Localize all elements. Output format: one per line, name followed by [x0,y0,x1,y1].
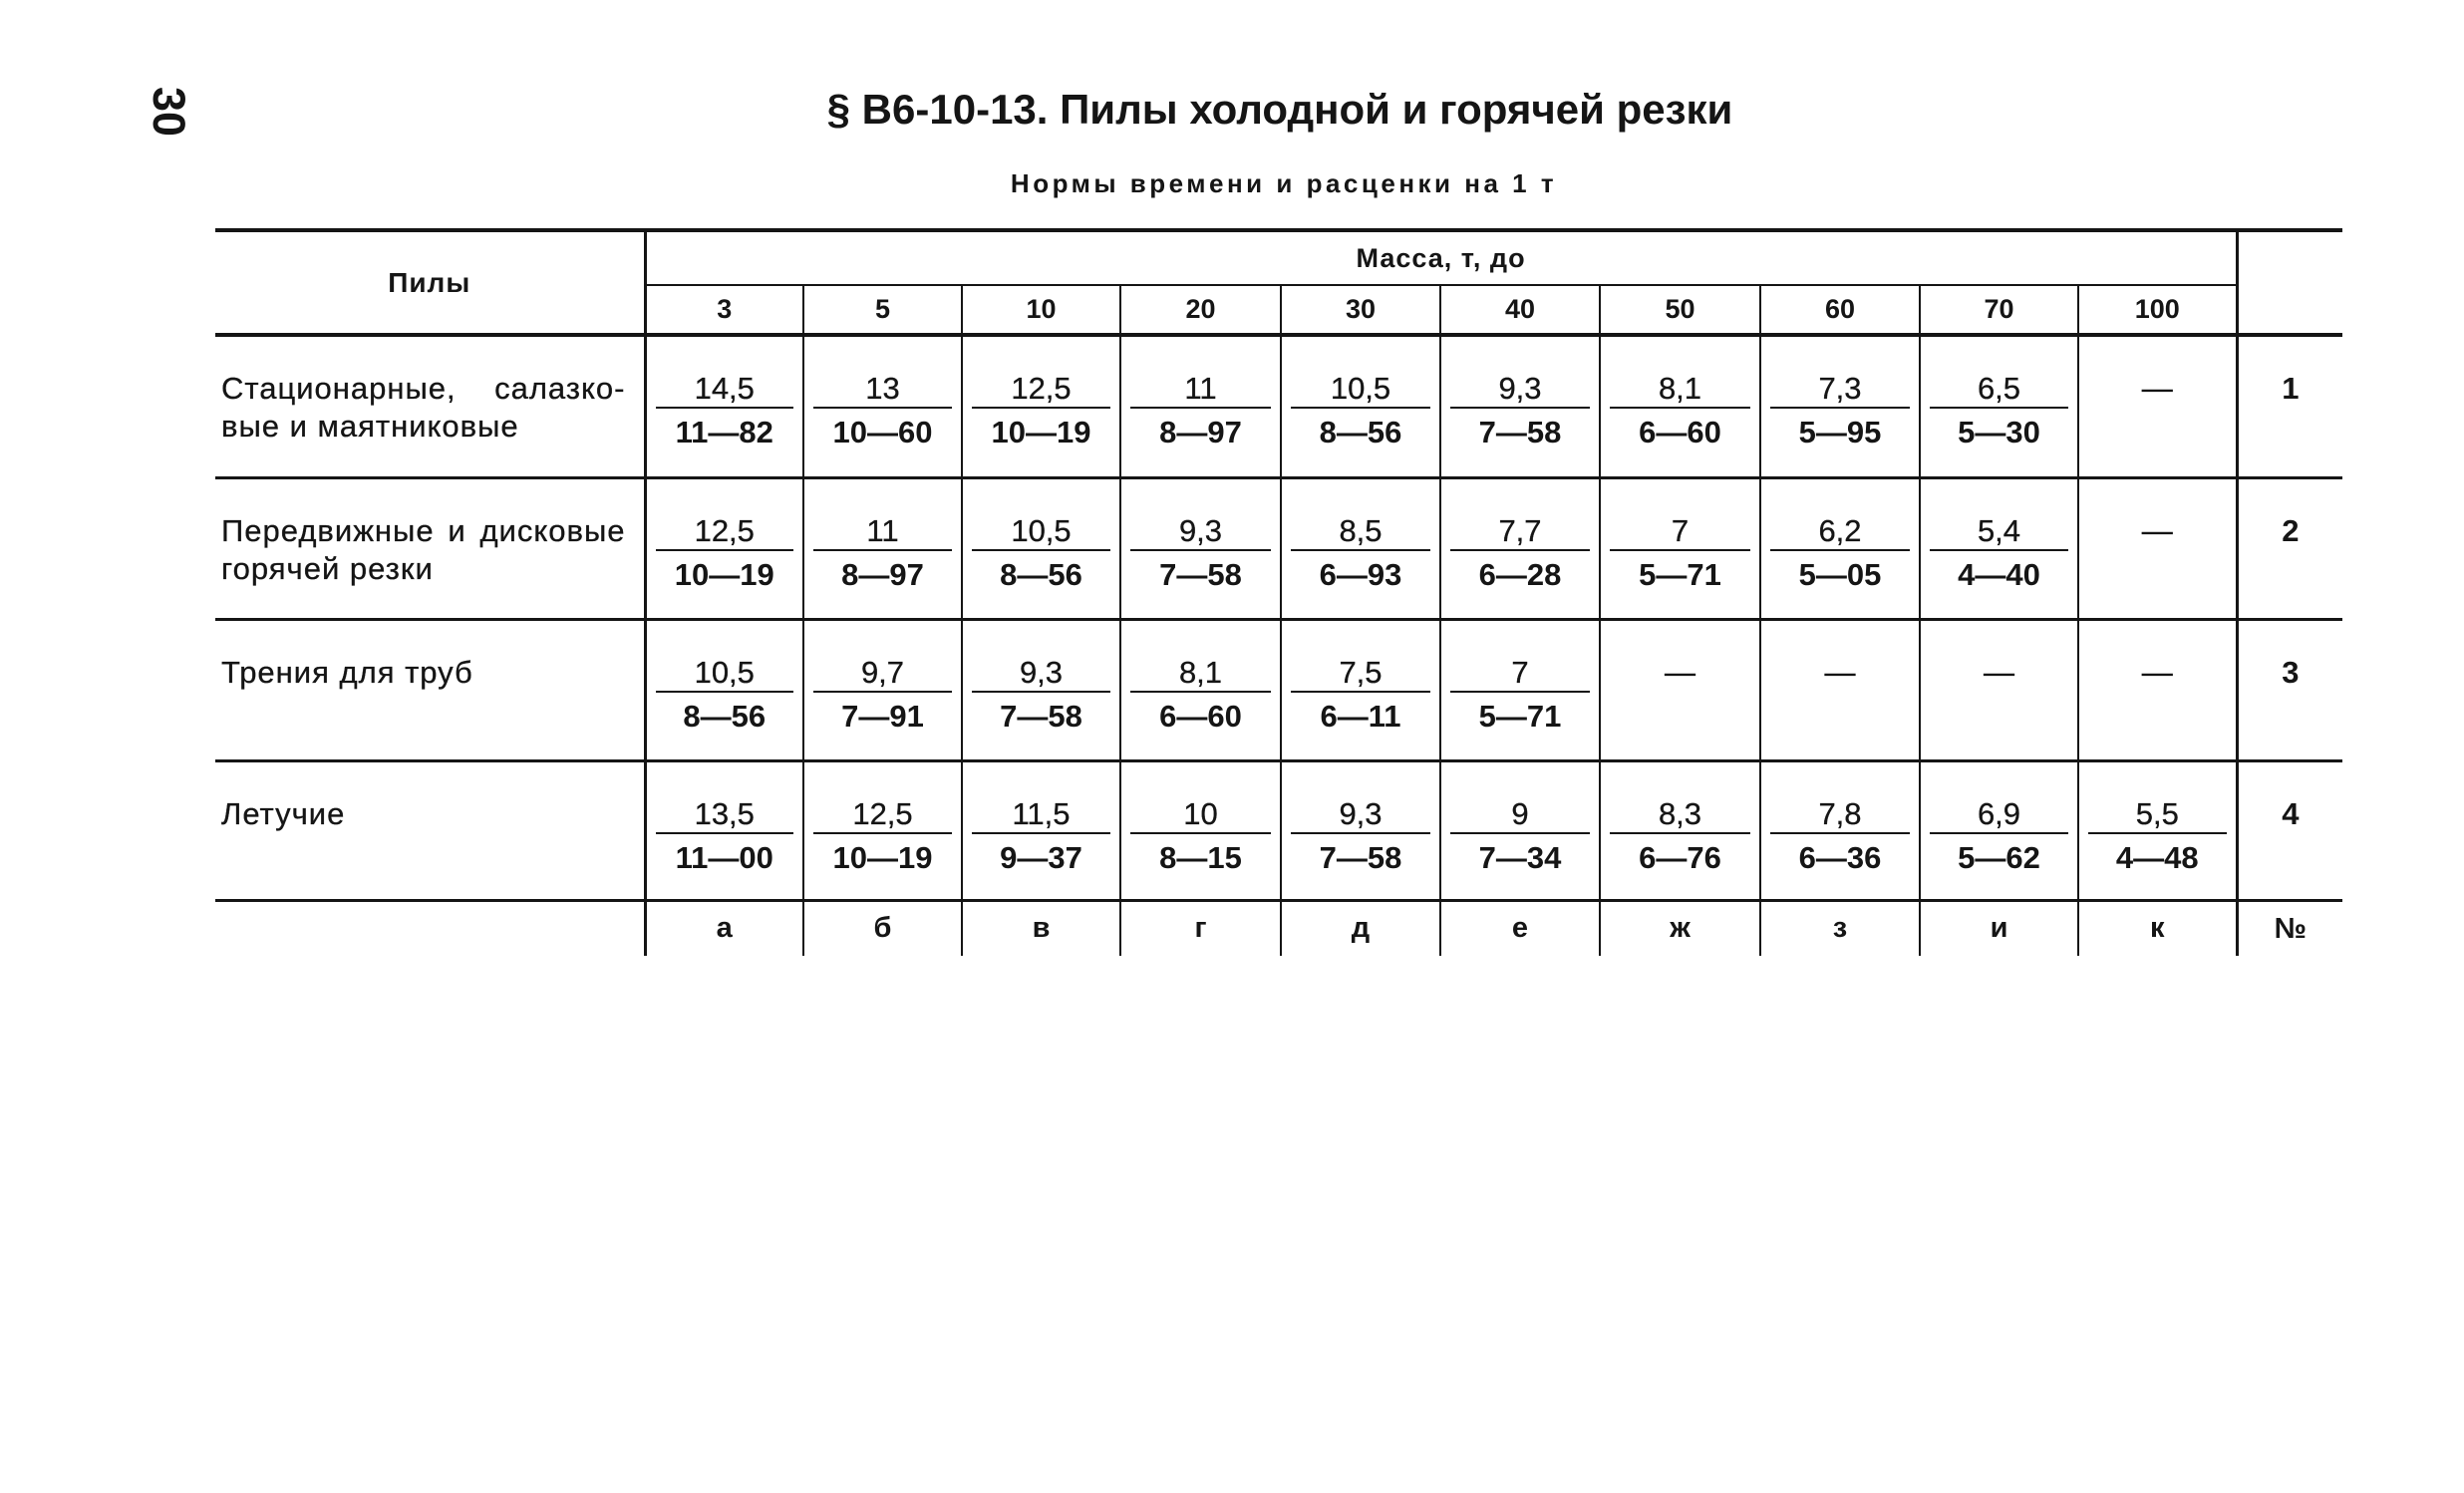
table-cell [1600,335,1760,477]
table-cell [1440,760,1600,900]
column-index-label: г [1120,900,1281,956]
row-label [215,477,645,619]
mass-column-header: 40 [1440,285,1600,335]
fraction-line [813,691,952,693]
norm-value: 9,3 [1498,371,1542,406]
fraction-line [1291,832,1430,834]
column-header-saws: Пилы [215,230,645,335]
norm-value: 10,5 [1330,371,1391,406]
fraction-line [656,832,794,834]
fraction-line [972,407,1110,409]
table-cell [1120,335,1281,477]
fraction-line [813,549,952,551]
table-cell [645,619,803,760]
table-cell [803,760,962,900]
header-row [215,230,2342,285]
mass-column-header: 5 [803,285,962,335]
row-label-line: горячей резки [221,550,434,586]
table-cell [962,760,1120,900]
row-label [215,619,645,760]
norm-value: 8,3 [1658,795,1702,831]
table-cell [645,335,803,477]
fraction-line [1450,691,1590,693]
table-cell [1120,619,1281,760]
norm-value: 10,5 [1011,512,1072,548]
rate-value: 8—56 [683,698,767,734]
rate-value: 6—28 [1478,556,1562,592]
rate-value: 7—58 [1478,415,1562,449]
norm-value: 8,1 [1658,371,1702,406]
rate-value: 7—58 [1159,556,1242,592]
fraction-line [972,832,1110,834]
fraction-line [813,407,952,409]
table-cell [1760,477,1920,619]
column-index-label: б [803,900,962,956]
mass-column-header: 50 [1600,285,1760,335]
footer-empty-cell [215,900,645,956]
table-cell [1120,760,1281,900]
fraction-line [972,549,1110,551]
rate-value: 5—71 [1478,698,1562,734]
norm-value: 7,8 [1818,795,1862,831]
rate-value: 11—82 [675,415,773,449]
column-index-label: з [1760,900,1920,956]
table-cell [1281,335,1440,477]
fraction-line [1450,407,1590,409]
fraction-line [1770,549,1910,551]
mass-column-header: 30 [1281,285,1440,335]
column-index-label: и [1920,900,2078,956]
rate-value: 6—60 [1639,415,1721,449]
table-cell [1281,760,1440,900]
norm-value: 9,7 [860,654,905,690]
fraction-line [1130,407,1271,409]
row-label [215,760,645,900]
rate-value: 5—05 [1798,556,1882,592]
rate-value: 10—19 [674,556,774,592]
fraction-line [1930,549,2068,551]
fraction-line [1450,832,1590,834]
row-label [215,335,645,477]
fraction-line [2088,832,2227,834]
mass-column-header: 70 [1920,285,2078,335]
fraction-line [1291,549,1430,551]
rate-value: 8—56 [1000,556,1082,592]
table-cell [1281,619,1440,760]
norm-value: 12,5 [852,795,913,831]
table-cell [1600,760,1760,900]
fraction-line [1770,407,1910,409]
norm-value: 12,5 [1011,371,1072,406]
table-cell [962,335,1120,477]
rate-value: 4—40 [1958,556,2040,592]
section-title: § В6-10-13. Пилы холодной и горячей резки [826,86,1733,133]
fraction-line [1610,549,1750,551]
table-row [215,619,2342,760]
row-label-line: вые и маятниковые [221,409,519,444]
rate-value: 9—37 [1000,839,1082,875]
fraction-line [1130,832,1271,834]
row-number-label: № [2237,900,2342,956]
fraction-line [1450,549,1590,551]
mass-group-header: Масса, т, до [645,230,2237,285]
norm-value: 10 [1183,795,1218,831]
mass-column-header: 60 [1760,285,1920,335]
norm-value: 9 [1511,795,1529,831]
norm-value: 13 [865,371,900,406]
table-cell [645,477,803,619]
table-row [215,335,2342,477]
fraction-line [1610,832,1750,834]
table-cell [1760,335,1920,477]
table-cell [1920,760,2078,900]
fraction-line [1130,549,1271,551]
empty-value-dash: — [2141,654,2173,690]
empty-value-dash: — [1824,654,1856,690]
norm-value: 7,5 [1339,654,1383,690]
rate-value: 5—71 [1639,556,1721,592]
section-subtitle: Нормы времени и расценки на 1 т [1010,168,1558,198]
norm-value: 10,5 [694,654,755,690]
norm-value: 9,3 [1178,512,1223,548]
mass-column-header: 100 [2078,285,2237,335]
norms-table [215,228,2342,956]
row-label-line: Трения для труб [221,654,473,690]
fraction-line [1930,832,2068,834]
table-cell [2078,760,2237,900]
rate-value: 7—91 [841,698,924,734]
empty-value-dash: — [1984,654,2014,690]
rate-value: 5—62 [1958,839,2040,875]
column-index-label: е [1440,900,1600,956]
empty-value-dash: — [1665,654,1695,690]
fraction-line [1291,691,1430,693]
rate-value: 6—93 [1319,556,1402,592]
rate-value: 11—00 [675,839,773,875]
fraction-line [656,549,794,551]
table-cell [1920,619,2078,760]
norm-value: 14,5 [694,371,755,406]
table-row [215,477,2342,619]
fraction-line [1291,407,1430,409]
table-cell [1600,477,1760,619]
row-label-line: Летучие [221,795,346,831]
norm-value: 6,9 [1977,795,2021,831]
row-label-line: Стационарные, салазко- [221,371,626,406]
table-row [215,760,2342,900]
fraction-line [813,832,952,834]
table-cell [1440,335,1600,477]
fraction-line [1610,407,1750,409]
rate-value: 8—15 [1159,839,1242,875]
table-cell [1920,335,2078,477]
rate-value: 8—97 [841,556,924,592]
fraction-line [656,691,794,693]
norm-value: 8,1 [1178,654,1223,690]
norm-value: 5,5 [2135,795,2179,831]
fraction-line [972,691,1110,693]
table-cell [1920,477,2078,619]
column-index-label: ж [1600,900,1760,956]
rate-value: 7—58 [1000,698,1082,734]
table-cell [962,477,1120,619]
norm-value: 13,5 [694,795,755,831]
rate-value: 6—60 [1159,698,1242,734]
mass-column-header: 10 [962,285,1120,335]
row-number-header [2237,230,2342,335]
row-number: 1 [2237,335,2342,477]
column-index-label: а [645,900,803,956]
table-cell [962,619,1120,760]
table-cell [2078,477,2237,619]
rate-value: 8—56 [1319,415,1402,449]
row-number: 4 [2237,760,2342,900]
rate-value: 6—36 [1798,839,1882,875]
rate-value: 6—76 [1639,839,1721,875]
rate-value: 7—34 [1478,839,1562,875]
norm-value: 9,3 [1019,654,1064,690]
norm-value: 7 [1671,512,1690,548]
mass-column-header: 3 [645,285,803,335]
table-cell [645,760,803,900]
empty-value-dash: — [2141,512,2173,548]
norm-value: 11,5 [1012,795,1071,831]
column-index-row [215,900,2342,956]
norm-value: 8,5 [1339,512,1383,548]
fraction-line [1770,832,1910,834]
table-cell [803,335,962,477]
table-cell [1281,477,1440,619]
mass-column-header: 20 [1120,285,1281,335]
table-cell [2078,619,2237,760]
table-cell [1760,760,1920,900]
norm-value: 12,5 [694,512,755,548]
table-cell [1440,477,1600,619]
row-label-line: Передвижные и дисковые [221,512,626,548]
rate-value: 5—30 [1958,415,2040,449]
norm-value: 7 [1511,654,1529,690]
empty-value-dash: — [2141,371,2173,406]
row-number: 3 [2237,619,2342,760]
page-number: 30 [144,86,194,138]
rate-value: 10—19 [991,415,1091,449]
table-cell [1440,619,1600,760]
row-number: 2 [2237,477,2342,619]
norm-value: 11 [866,512,899,548]
rate-value: 4—48 [2115,839,2199,875]
column-index-label: к [2078,900,2237,956]
rate-value: 8—97 [1159,415,1242,449]
norm-value: 6,2 [1818,512,1862,548]
column-index-label: д [1281,900,1440,956]
norm-value: 6,5 [1977,371,2021,406]
rate-value: 5—95 [1798,415,1882,449]
column-index-label: в [962,900,1120,956]
table-cell [1120,477,1281,619]
rate-value: 10—19 [832,839,933,875]
table-cell [803,477,962,619]
rate-value: 7—58 [1319,839,1402,875]
norm-value: 5,4 [1977,512,2021,548]
table-cell [2078,335,2237,477]
fraction-line [1930,407,2068,409]
table-cell [1760,619,1920,760]
rate-value: 6—11 [1320,698,1401,734]
norm-value: 11 [1184,371,1217,406]
table-cell [803,619,962,760]
norm-value: 7,3 [1818,371,1862,406]
fraction-line [1130,691,1271,693]
rate-value: 10—60 [832,415,933,449]
table-cell [1600,619,1760,760]
fraction-line [656,407,794,409]
norm-value: 9,3 [1339,795,1383,831]
norm-value: 7,7 [1498,512,1542,548]
